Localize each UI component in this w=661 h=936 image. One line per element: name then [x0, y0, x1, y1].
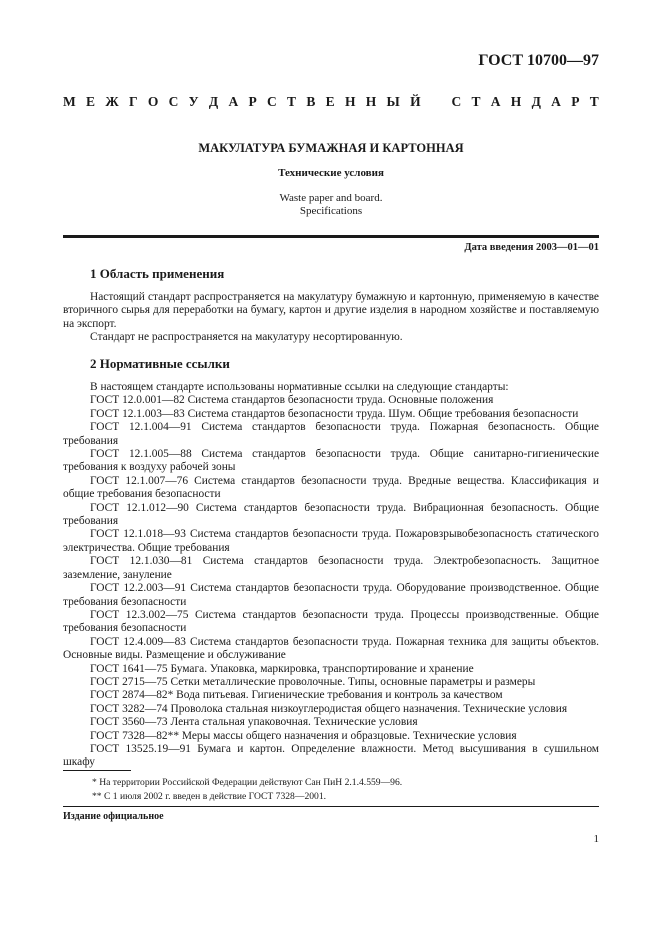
- section-1-heading: 1 Область применения: [90, 266, 225, 281]
- reference-item: ГОСТ 12.1.007—76 Система стандартов безопасности труда. Вредные вещества. Классификация и общие требования безопасности: [63, 474, 599, 501]
- reference-item: ГОСТ 12.0.001—82 Система стандартов безопасности труда. Основные положения: [90, 394, 494, 407]
- reference-item: ГОСТ 12.1.012—90 Система стандартов безопасности труда. Вибрационная безопасность. Общие требования: [63, 501, 599, 528]
- reference-item: ГОСТ 13525.19—91 Бумага и картон. Определение влажности. Метод высушивания в сушильном шкафу: [63, 742, 599, 769]
- banner-letter: Т: [287, 94, 297, 109]
- normative-references-list: [63, 381, 599, 770]
- banner-letter: С: [267, 94, 277, 109]
- banner-letter: А: [551, 94, 561, 109]
- official-edition-label: Издание официальное: [63, 811, 164, 822]
- paragraph: Настоящий стандарт распространяется на макулатуру бумажную и картонную, применяемую в качестве вторичного сырья для переработки на бумагу, картон и другие изделия в народном хозяйстве и поставляемую на экспорт.: [63, 291, 599, 330]
- footnotes: [92, 776, 402, 804]
- reference-item: ГОСТ 12.2.003—91 Система стандартов безопасности труда. Оборудование производственное. Общие требования безопасности: [63, 582, 599, 608]
- reference-item: ГОСТ 3282—74 Проволока стальная низкоуглеродистая общего назначения. Технические условия: [90, 702, 568, 715]
- banner-letter: Р: [571, 94, 580, 109]
- introduction-date: Дата введения 2003—01—01: [464, 242, 599, 253]
- english-title-line: Specifications: [299, 204, 363, 217]
- banner-letter: Ж: [105, 94, 119, 109]
- reference-item: ГОСТ 2715—75 Сетки металлические проволочные. Типы, основные параметры и размеры: [90, 675, 536, 688]
- footer-divider: [63, 806, 599, 807]
- banner-letter: Д: [531, 94, 541, 109]
- english-title-line: Waste paper and board.: [279, 192, 383, 204]
- banner-letter: Н: [365, 94, 377, 109]
- banner-letter: С: [168, 94, 179, 109]
- document-title: МАКУЛАТУРА БУМАЖНАЯ И КАРТОННАЯ: [198, 141, 464, 155]
- reference-item: ГОСТ 1641—75 Бумага. Упаковка, маркировка, транспортирование и хранение: [90, 662, 474, 675]
- reference-item: ГОСТ 12.1.004—91 Система стандартов безопасности труда. Пожарная безопасность. Общие требования: [63, 421, 599, 447]
- title-divider: [63, 235, 599, 238]
- banner-letter: Е: [325, 94, 335, 109]
- reference-item: ГОСТ 7328—82** Меры массы общего назначения и образцовые. Технические условия: [90, 729, 517, 742]
- paragraph: Стандарт не распространяется на макулатуру несортированную.: [90, 331, 403, 344]
- reference-item: ГОСТ 3560—73 Лента стальная упаковочная. Технические условия: [90, 716, 418, 729]
- document-subtitle: Технические условия: [278, 167, 384, 179]
- banner-letter: Р: [248, 94, 257, 109]
- banner-letter: Г: [128, 94, 138, 109]
- page-number: 1: [593, 833, 599, 845]
- banner-letter: Т: [589, 94, 599, 109]
- reference-item: ГОСТ 12.1.018—93 Система стандартов безопасности труда. Пожаровзрывобезопасность статического электричества. Общие требования: [63, 528, 599, 554]
- banner-letter: А: [228, 94, 239, 109]
- standard-number: ГОСТ 10700—97: [478, 52, 599, 69]
- reference-item: ГОСТ 12.1.005—88 Система стандартов безопасности труда. Общие санитарно-гигиенические требования к воздуху рабочей зоны: [63, 448, 599, 474]
- reference-item: ГОСТ 12.4.009—83 Система стандартов безопасности труда. Пожарная техника для защиты объектов. Основные виды. Размещение и обслуживание: [63, 635, 599, 662]
- reference-item: ГОСТ 12.1.030—81 Система стандартов безопасности труда. Электробезопасность. Защитное заземление, зануление: [63, 555, 599, 581]
- section-1-body: [63, 291, 599, 345]
- reference-item: ГОСТ 12.3.002—75 Система стандартов безопасности труда. Процессы производственные. Общие требования безопасности: [63, 608, 599, 635]
- paragraph: В настоящем стандарте использованы нормативные ссылки на следующие стандарты:: [90, 381, 509, 393]
- banner-letter: Д: [208, 94, 219, 109]
- banner-letter: С: [451, 94, 462, 109]
- footnote-separator: [63, 770, 131, 771]
- banner-letter: В: [306, 94, 316, 109]
- reference-item: ГОСТ 12.1.003—83 Система стандартов безопасности труда. Шум. Общие требования безопасности: [90, 407, 579, 420]
- banner-letter: М: [63, 94, 76, 109]
- english-title: [63, 192, 599, 217]
- section-2-heading: 2 Нормативные ссылки: [90, 356, 230, 371]
- interstate-standard-banner: [63, 94, 599, 110]
- banner-letter: Т: [471, 94, 481, 109]
- footnote: * На территории Российской Федерации действуют Сан ПиН 2.1.4.559—96.: [92, 777, 403, 788]
- banner-letter: Е: [86, 94, 96, 109]
- banner-letter: Й: [410, 94, 421, 109]
- footnote: ** С 1 июля 2002 г. введен в действие ГОСТ 7328—2001.: [92, 791, 327, 802]
- banner-letter: Ы: [386, 94, 400, 109]
- banner-letter: А: [490, 94, 501, 109]
- banner-letter: О: [147, 94, 159, 109]
- banner-letter: Н: [510, 94, 522, 109]
- banner-letter: Н: [344, 94, 356, 109]
- reference-item: ГОСТ 2874—82* Вода питьевая. Гигиенические требования и контроль за качеством: [90, 689, 503, 702]
- banner-letter: У: [188, 94, 199, 109]
